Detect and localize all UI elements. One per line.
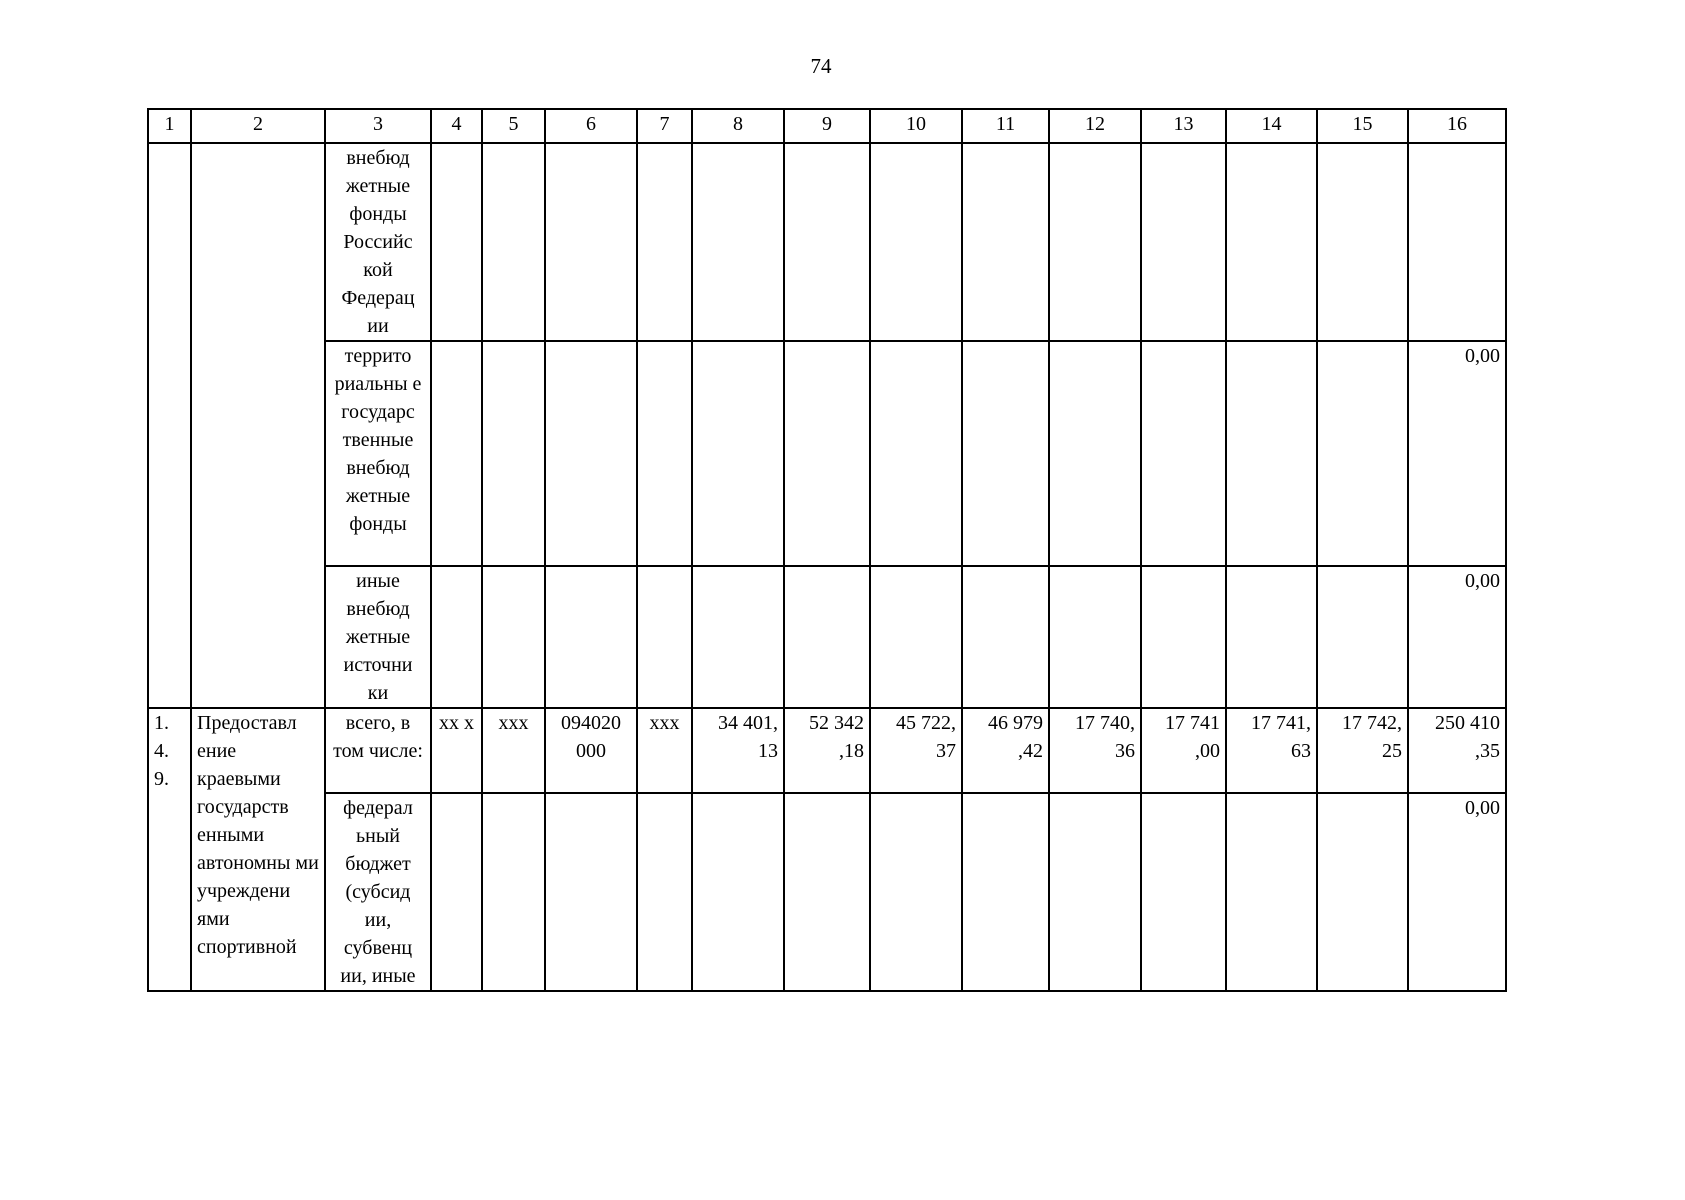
total-cell: 0,00 [1408,341,1506,566]
column-header: 14 [1226,109,1317,143]
table-row [148,341,1506,566]
column-header: 4 [431,109,482,143]
budget-table [147,108,1507,992]
column-header: 6 [545,109,637,143]
amount-cell: 34 401, 13 [692,708,784,793]
table-row [148,793,1506,991]
table-row [148,708,1506,793]
total-cell: 0,00 [1408,793,1506,991]
total-cell [1408,143,1506,341]
column-header: 7 [637,109,692,143]
amount-cell: 17 740, 36 [1049,708,1141,793]
total-cell: 250 410 ,35 [1408,708,1506,793]
table-header-row [148,109,1506,143]
column-header: 8 [692,109,784,143]
funding-source-cell: иные внебюд жетные источни ки [325,566,431,708]
column-header: 3 [325,109,431,143]
column-header: 5 [482,109,545,143]
cell-number-empty [148,143,191,708]
code-cell: ххх [482,708,545,793]
column-header: 13 [1141,109,1226,143]
column-header: 9 [784,109,870,143]
amount-cell: 52 342 ,18 [784,708,870,793]
code-cell: ххх [637,708,692,793]
funding-source-cell: всего, в том числе: [325,708,431,793]
column-header: 12 [1049,109,1141,143]
column-header: 16 [1408,109,1506,143]
amount-cell: 17 742, 25 [1317,708,1408,793]
page-number: 74 [810,54,832,78]
amount-cell: 17 741 ,00 [1141,708,1226,793]
item-name-cell: Предоставл ение краевыми государств енными автономны ми учреждени ями спортивной [191,708,325,991]
column-header: 1 [148,109,191,143]
column-header: 15 [1317,109,1408,143]
code-cell: 094020 000 [545,708,637,793]
funding-source-cell: внебюд жетные фонды Российс кой Федерац ии [325,143,431,341]
cell-name-empty [191,143,325,708]
column-header: 10 [870,109,962,143]
funding-source-cell: террито риальны е государс твенные внебюд жетные фонды [325,341,431,566]
amount-cell: 17 741, 63 [1226,708,1317,793]
amount-cell: 45 722, 37 [870,708,962,793]
amount-cell: 46 979 ,42 [962,708,1049,793]
total-cell: 0,00 [1408,566,1506,708]
table-row [148,566,1506,708]
funding-source-cell: федерал ьный бюджет (субсид ии, субвенц ии, иные [325,793,431,991]
column-header: 2 [191,109,325,143]
table-row [148,143,1506,341]
column-header: 11 [962,109,1049,143]
code-cell: хх х [431,708,482,793]
item-number-cell: 1. 4. 9. [148,708,191,991]
